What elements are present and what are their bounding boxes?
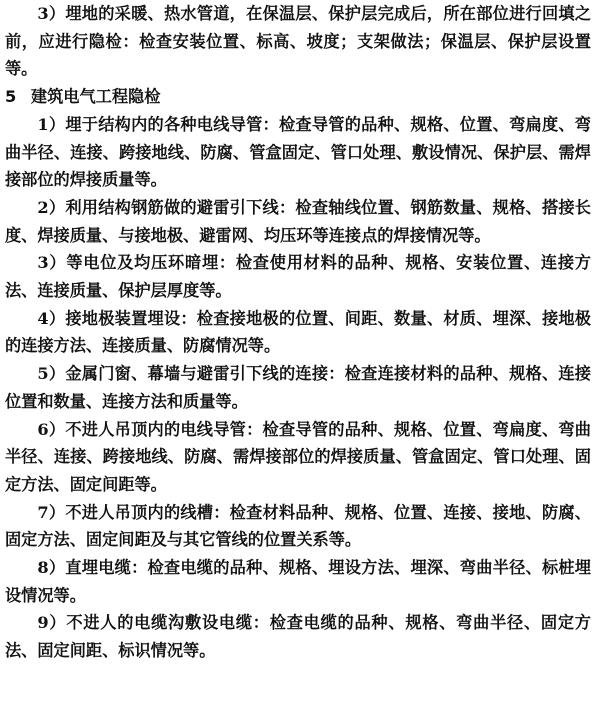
paragraph-item-9: 9）不进人的电缆沟敷设电缆：检查电缆的品种、规格、弯曲半径、固定方法、固定间距、标识情况等。 — [5, 613, 591, 661]
paragraph-item-3: 3）等电位及均压环暗埋：检查使用材料的品种、规格、安装位置、连接方法、连接质量、保护层厚度等。 — [5, 253, 591, 301]
section-number: 5 — [5, 87, 17, 107]
paragraph-heating-pipes: 3）埋地的采暖、热水管道，在保温层、保护层完成后，所在部位进行回填之前，应进行隐检：检查安装位置、标高、坡度；支架做法；保温层、保护层设置等。 — [5, 4, 591, 79]
section-heading — [5, 83, 591, 111]
paragraph-item-5: 5）金属门窗、幕墙与避雷引下线的连接：检查连接材料的品种、规格、连接位置和数量、连接方法和质量等。 — [5, 364, 591, 411]
section-title: 建筑电气工程隐检 — [30, 87, 161, 107]
paragraph-item-6: 6）不进人吊顶内的电线导管：检查导管的品种、规格、位置、弯扁度、弯曲半径、连接、跨接地线、防腐、需焊接部位的焊接质量、管盒固定、管口处理、固定方法、固定间距等。 — [5, 419, 591, 494]
document-page — [5, 0, 591, 665]
paragraph-item-2: 2）利用结构钢筋做的避雷引下线：检查轴线位置、钢筋数量、规格、搭接长度、焊接质量、与接地极、避雷网、均压环等连接点的焊接情况等。 — [5, 197, 591, 245]
paragraph-item-7: 7）不进人吊顶内的线槽：检查材料品种、规格、位置、连接、接地、防腐、固定方法、固定间距及与其它管线的位置关系等。 — [5, 502, 591, 550]
paragraph-item-8: 8）直埋电缆：检查电缆的品种、规格、埋设方法、埋深、弯曲半径、标桩埋设情况等。 — [5, 558, 591, 605]
paragraph-item-1: 1）埋于结构内的各种电线导管：检查导管的品种、规格、位置、弯扁度、弯曲半径、连接、跨接地线、防腐、管盒固定、管口处理、敷设情况、保护层、需焊接部位的焊接质量等。 — [5, 114, 591, 190]
paragraph-item-4: 4）接地极装置埋设：检查接地极的位置、间距、数量、材质、埋深、接地极的连接方法、连接质量、防腐情况等。 — [5, 308, 591, 356]
